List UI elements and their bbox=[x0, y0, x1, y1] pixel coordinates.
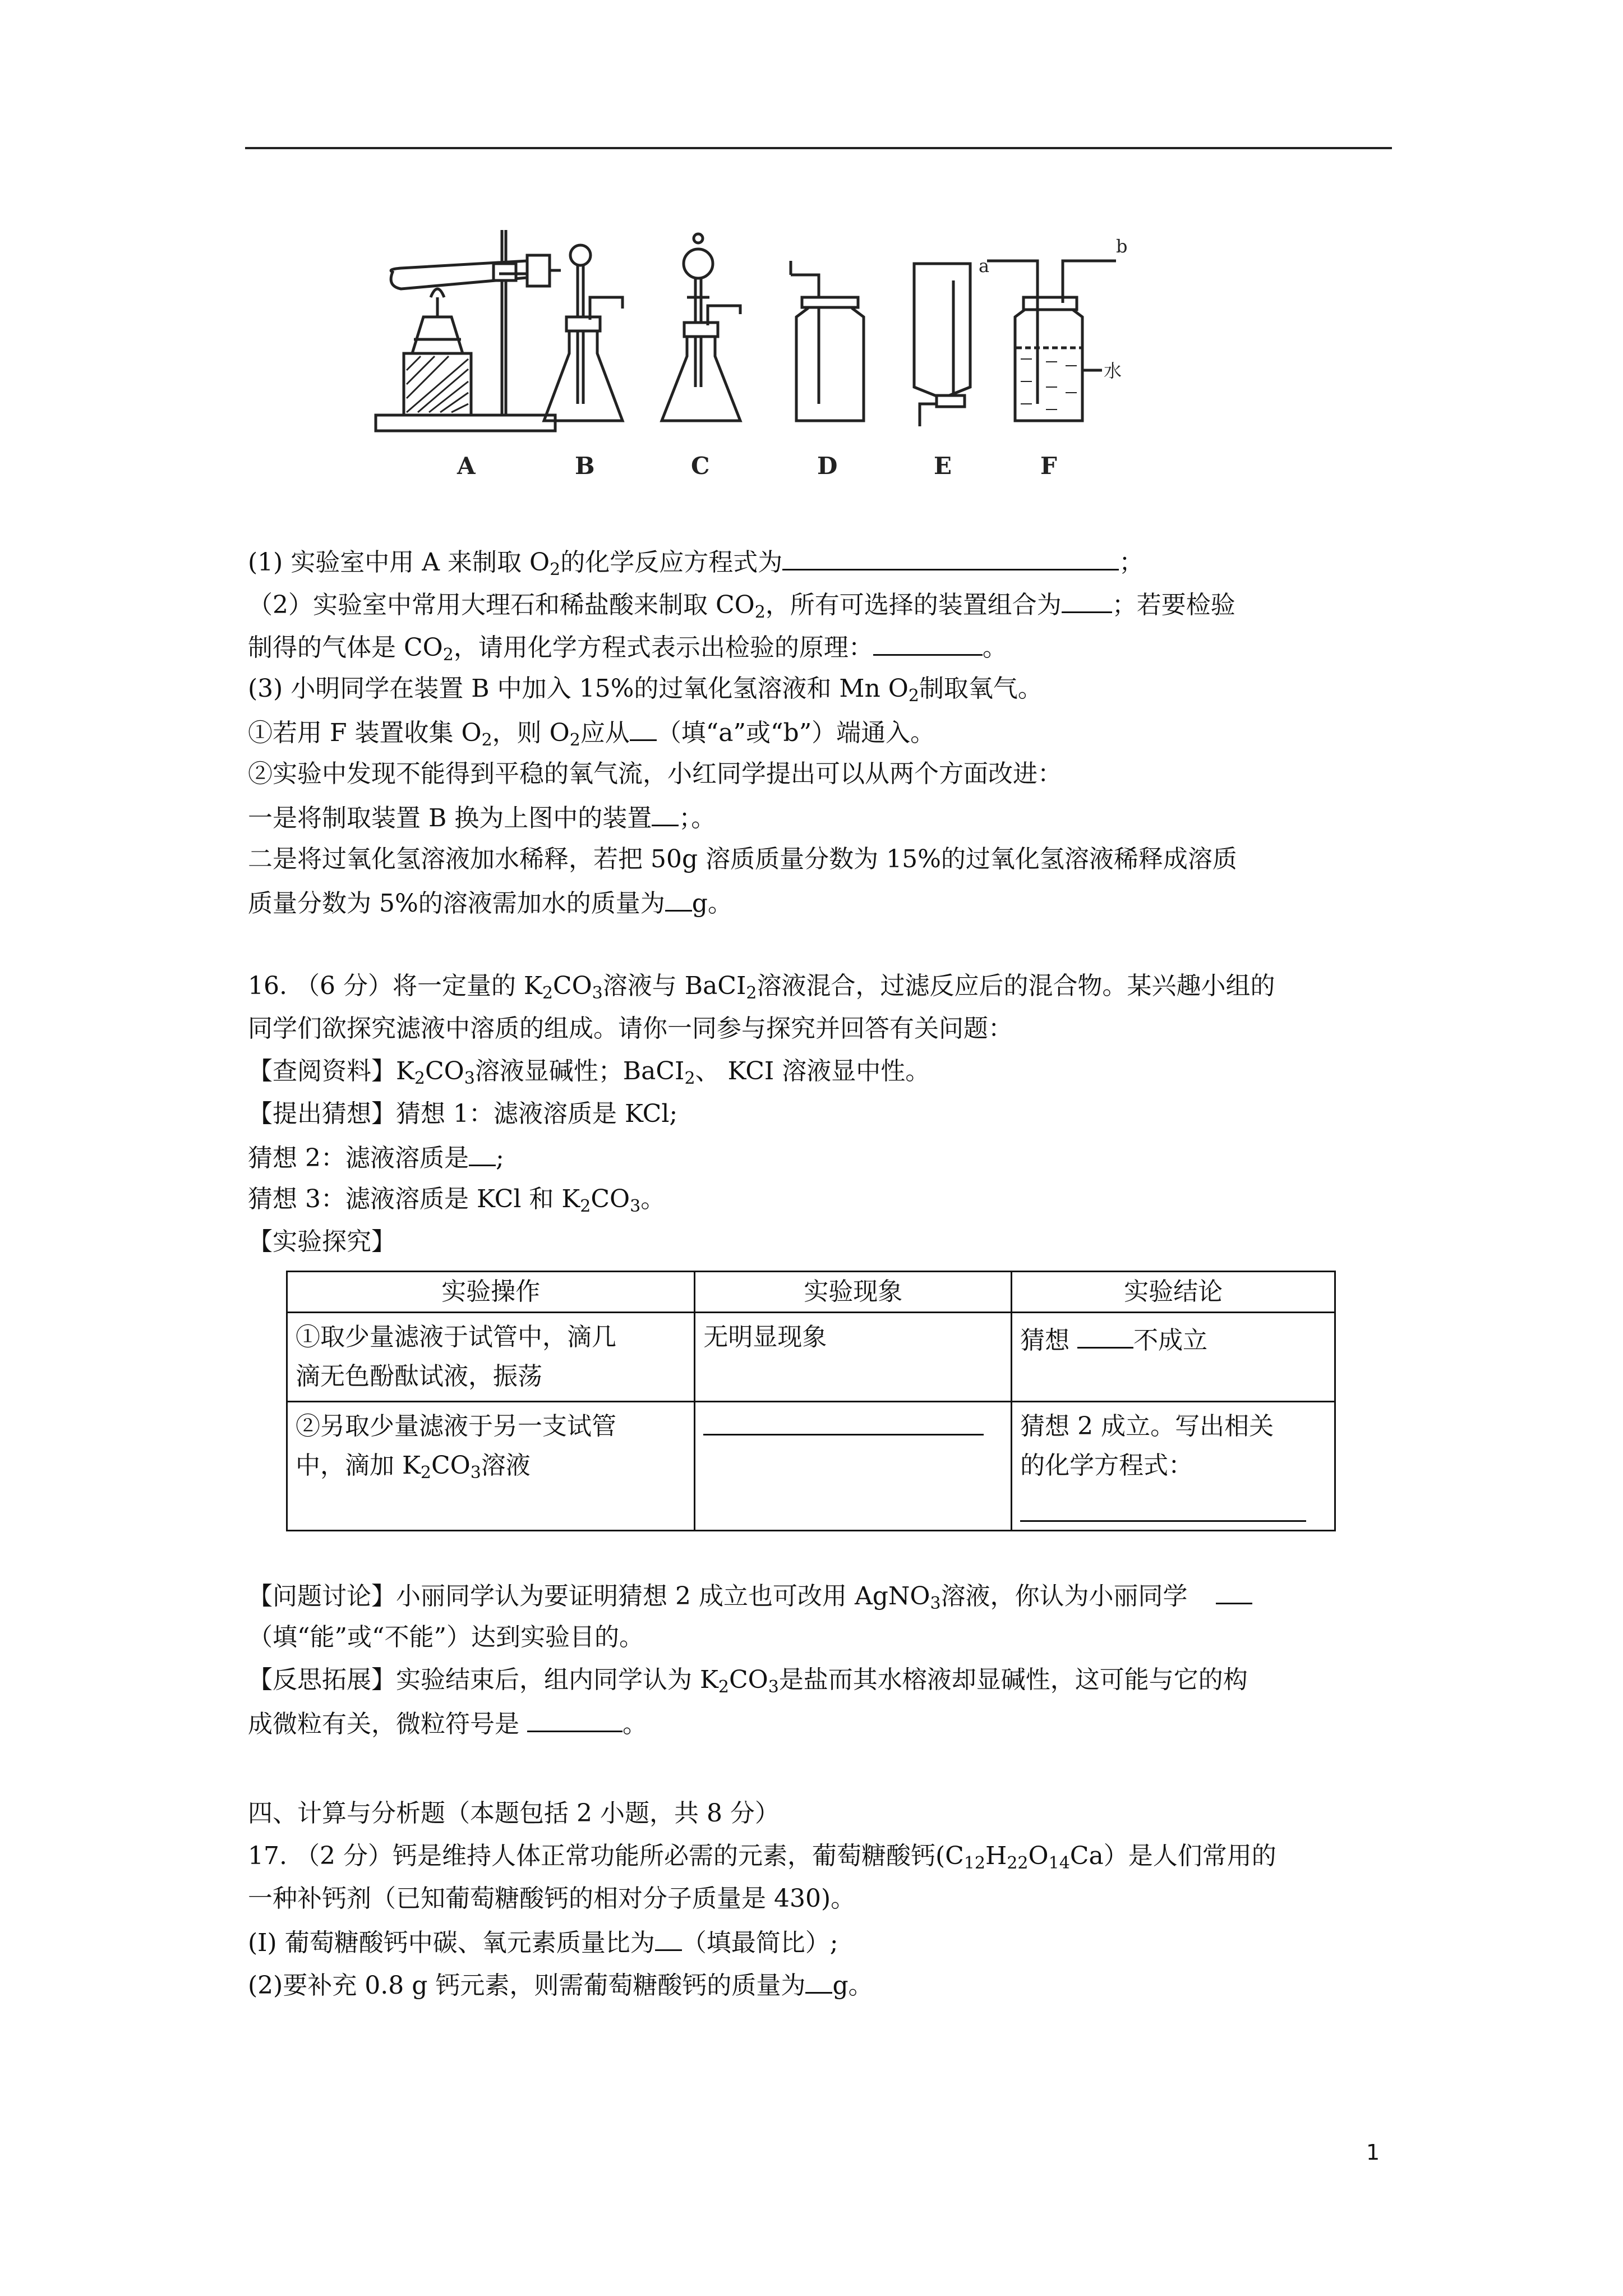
section-heading: 四、计算与分析题（本题包括 2 小题，共 8 分） bbox=[248, 1799, 780, 1828]
port-b-label: b bbox=[1116, 236, 1128, 257]
table-row bbox=[287, 1313, 1335, 1402]
label-c: C bbox=[691, 452, 710, 480]
label-b: B bbox=[575, 452, 595, 480]
port-a-label: a bbox=[979, 255, 990, 277]
water-label: 水 bbox=[1104, 360, 1122, 381]
table-cell bbox=[695, 1402, 1012, 1531]
apparatus-f bbox=[987, 261, 1116, 421]
label-f: F bbox=[1040, 452, 1057, 480]
q16-discussion: 【问题讨论】小丽同学认为要证明猜想 2 成立也可改用 AgNO$_3$溶液，你认为小丽同学 （填“能”或“不能”）达到实验目的。 【反思拓展】实验结束后，组内同学认为 $K_2CO_3$是盐而其水榕液却显碱性，这可能与它的构 成微粒有关，微粒符号是 。 bbox=[248, 1573, 1395, 1744]
table-header-row bbox=[287, 1272, 1335, 1313]
apparatus-figure bbox=[359, 219, 1256, 482]
table-row bbox=[287, 1402, 1335, 1531]
apparatus-c bbox=[662, 234, 740, 421]
apparatus-e bbox=[914, 264, 970, 426]
table-header: 实验现象 bbox=[695, 1272, 1012, 1313]
page-number: 1 bbox=[1366, 2140, 1380, 2165]
apparatus-d bbox=[791, 261, 864, 421]
table-cell: ①取少量滤液于试管中，滴几 滴无色酚酞试液，振荡 bbox=[287, 1313, 695, 1402]
table-header: 实验结论 bbox=[1012, 1272, 1335, 1313]
header-rule bbox=[245, 147, 1392, 149]
table-header: 实验操作 bbox=[287, 1272, 695, 1313]
apparatus-a bbox=[376, 230, 561, 431]
q15-block: (1) 实验室中用 A 来制取 $O_2$的化学反应方程式为 ； （2）实验室中常用大理石和稀盐酸来制取 $CO_2$，所有可选择的装置组合为 ；若要检验 制得的气体是 $CO_2$，请用化学方程式表示出检验的原理： 。 (3) 小明同学在装置 B 中加入 15%的过氧化氢溶液和 Mn $O_2$制取氧气。 ①若用 F 装置收集 $O_2$，则 $O_2$应从 （填“a”或“b”）端通入。 ②实验中发现不能得到平稳的氧气流，小红同学提出可以从两个方面改进： 一是将制取装置 B 换为上图中的装置 ；。 二是将过氧化氢溶液加水稀释，若把 50g 溶质质量分数为 15%的过氧化氢溶液稀释成溶质 质量分数为 5%的溶液需加水的质量为 g。 bbox=[248, 540, 1395, 923]
table-cell: 猜想 不成立 bbox=[1012, 1313, 1335, 1402]
label-e: E bbox=[934, 452, 952, 480]
table-cell: 猜想 2 成立。写出相关 的化学方程式： bbox=[1012, 1402, 1335, 1531]
table-cell: ②另取少量滤液于另一支试管 中，滴加 $K_2CO_3$溶液 bbox=[287, 1402, 695, 1531]
table-cell: 无明显现象 bbox=[695, 1313, 1012, 1402]
q16-block: 16. （6 分）将一定量的 $K_2CO_3$溶液与 BaCI$_2$溶液混合，过滤反应后的混合物。某兴趣小组的 同学们欲探究滤液中溶质的组成。请你一同参与探究并回答有关问题： 【查阅资料】$K_2CO_3$溶液显碱性；BaCI$_2$、 KCI 溶液显中性。 【提出猜想】猜想 1：滤液溶质是 KCl; 猜想 2：滤液溶质是 ; 猜想 3：滤液溶质是 KCl 和 $K_2CO_3$。 【实验探究】 bbox=[248, 972, 1275, 1256]
label-d: D bbox=[817, 452, 838, 480]
experiment-table bbox=[286, 1271, 1336, 1531]
section-4: 四、计算与分析题（本题包括 2 小题，共 8 分） 17. （2 分）钙是维持人体正常功能所必需的元素，葡萄糖酸钙$(C_{12}H_{22}O_{14}Ca)$是人们常用的 一种补钙剂（已知葡萄糖酸钙的相对分子质量是 430)。 (I) 葡萄糖酸钙中碳、氧元素质量比为 （填最简比）; (2)要补充 0.8 g 钙元素，则需葡萄糖酸钙的质量为 g。 bbox=[248, 1792, 1395, 2005]
label-a: A bbox=[457, 452, 476, 480]
